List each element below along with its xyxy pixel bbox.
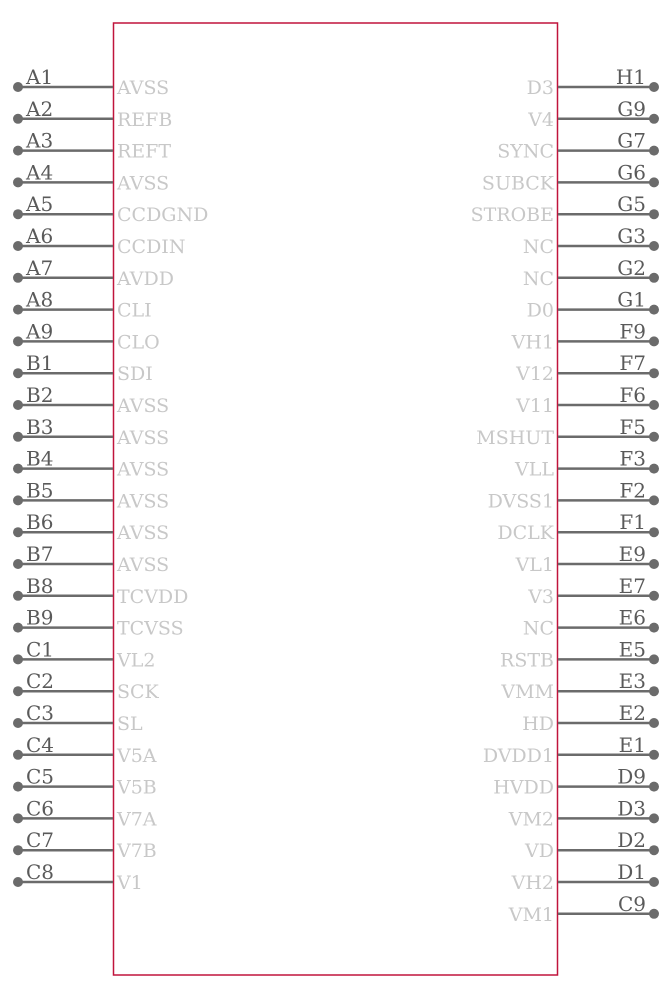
pin-name: MSHUT (476, 426, 554, 449)
pin-c8 (13, 860, 143, 894)
pin-number: E7 (618, 573, 646, 598)
pin-name: TCVSS (117, 617, 184, 640)
pin-d1-right (511, 860, 659, 894)
pin-b8 (13, 574, 188, 608)
pin-number: C7 (26, 828, 55, 853)
pin-endpoint (13, 845, 23, 855)
pin-name: VH2 (511, 872, 554, 894)
pin-name: V12 (516, 363, 554, 386)
pin-g6-right (482, 160, 659, 194)
pin-f5-right (476, 415, 659, 449)
pin-g5-right (471, 192, 659, 226)
pin-number: E9 (618, 542, 646, 566)
pin-endpoint (649, 495, 659, 505)
pin-number: C5 (26, 764, 55, 789)
pin-endpoint (13, 146, 23, 156)
pin-endpoint (13, 686, 23, 696)
pin-number: E2 (618, 701, 646, 725)
pin-endpoint (649, 464, 659, 474)
pin-g3-right (523, 224, 659, 258)
pin-number: C3 (26, 701, 55, 725)
pin-a3 (13, 129, 171, 163)
pin-number: G3 (617, 224, 646, 248)
pin-f3-right (514, 447, 659, 481)
pin-name: CCDGND (117, 204, 209, 227)
pin-number: E3 (618, 669, 646, 694)
pin-endpoint (649, 591, 659, 601)
pin-endpoint (649, 400, 659, 410)
pin-number: G7 (617, 128, 646, 153)
pin-endpoint (13, 718, 23, 728)
pin-name: AVDD (117, 267, 174, 290)
pin-c2 (13, 669, 160, 703)
pin-g9-right (527, 97, 659, 131)
pin-endpoint (13, 273, 23, 283)
pin-e9-right (515, 542, 659, 576)
pin-name: SDI (117, 363, 153, 386)
pin-endpoint (13, 114, 23, 124)
pin-endpoint (649, 305, 659, 315)
pin-b1 (13, 351, 153, 385)
pin-endpoint (13, 305, 23, 315)
pin-name: VL2 (117, 649, 156, 672)
pin-c5 (13, 765, 157, 799)
pin-endpoint (13, 782, 23, 792)
pin-c6 (13, 796, 157, 830)
pin-number: A2 (26, 96, 54, 121)
pin-b2 (13, 383, 169, 417)
pin-endpoint (13, 527, 23, 537)
pin-endpoint (649, 686, 659, 696)
pin-endpoint (649, 527, 659, 537)
pin-b3 (13, 415, 169, 449)
pin-d3-right (508, 796, 659, 830)
pin-endpoint (649, 654, 659, 664)
pin-g2-right (523, 256, 659, 290)
pin-endpoint (13, 177, 23, 187)
pin-number: A4 (26, 160, 54, 185)
pin-number: B3 (26, 414, 54, 439)
pin-name: RSTB (500, 649, 554, 672)
pin-c7 (13, 828, 157, 862)
pin-name: SCK (117, 681, 159, 704)
left-pin-group (13, 65, 208, 894)
pin-number: F7 (619, 351, 646, 376)
pin-c3 (13, 701, 143, 735)
pin-number: F5 (619, 414, 646, 439)
pin-endpoint (649, 177, 659, 187)
pin-name: V1 (117, 872, 143, 894)
pin-b4 (13, 447, 169, 481)
pin-number: A5 (26, 192, 54, 217)
pin-number: A9 (26, 319, 54, 344)
pin-number: C2 (26, 669, 55, 694)
pin-endpoint (649, 368, 659, 378)
pin-endpoint (13, 877, 23, 887)
pin-endpoint (649, 877, 659, 887)
pin-endpoint (13, 400, 23, 410)
pin-name: VL1 (515, 554, 554, 576)
pin-name: AVSS (117, 522, 170, 545)
pin-name: VH1 (511, 331, 554, 354)
right-pin-group (471, 65, 659, 926)
pin-number: B9 (26, 605, 54, 630)
pin-name: VMM (501, 681, 554, 704)
pin-name: AVSS (117, 458, 170, 481)
pin-e1-right (483, 733, 659, 767)
pin-name: AVSS (117, 426, 170, 449)
pin-g7-right (497, 129, 659, 163)
pin-a1 (13, 65, 169, 99)
pin-name: AVSS (117, 77, 170, 99)
pin-endpoint (13, 813, 23, 823)
pin-number: B8 (26, 573, 54, 598)
pin-name: SL (117, 713, 143, 735)
pin-h1-right (527, 65, 659, 99)
pin-endpoint (13, 209, 23, 219)
pin-name: DVSS1 (487, 490, 554, 513)
pin-endpoint (13, 432, 23, 442)
pin-f2-right (488, 478, 659, 512)
pin-f7-right (515, 351, 659, 385)
pin-number: B7 (26, 542, 54, 566)
pin-name: SUBCK (481, 172, 554, 195)
pin-name: V4 (528, 108, 554, 131)
pin-name: V3 (528, 585, 554, 608)
pin-e6-right (523, 606, 659, 640)
pin-b6 (13, 510, 169, 544)
pin-endpoint (649, 559, 659, 569)
pin-endpoint (13, 241, 23, 251)
pin-name: D0 (526, 299, 554, 322)
pin-name: AVSS (117, 172, 170, 195)
pin-name: VM2 (508, 808, 554, 831)
pin-number: C6 (26, 796, 55, 821)
pin-name: NC (522, 236, 554, 258)
pin-endpoint (649, 336, 659, 346)
pin-number: E1 (618, 732, 646, 757)
pin-b5 (13, 478, 169, 512)
pin-number: D2 (617, 828, 646, 853)
pin-number: E5 (618, 637, 646, 662)
pin-name: V5B (117, 776, 157, 799)
pin-name: VLL (515, 458, 554, 481)
pin-number: A1 (26, 65, 54, 89)
pin-endpoint (649, 114, 659, 124)
pin-number: F6 (619, 383, 646, 407)
pin-a4 (13, 160, 169, 194)
pin-name: TCVDD (117, 585, 189, 608)
pin-name: DVDD1 (482, 744, 554, 767)
pin-f6-right (515, 383, 659, 417)
pin-name: DCLK (497, 522, 554, 545)
pin-f9-right (511, 319, 659, 353)
pin-name: STROBE (470, 204, 554, 227)
pin-number: D9 (617, 764, 646, 789)
pin-endpoint (13, 750, 23, 760)
pin-endpoint (13, 654, 23, 664)
pin-number: B1 (26, 351, 54, 376)
pin-e3-right (500, 669, 659, 703)
pin-endpoint (649, 273, 659, 283)
pin-a8 (13, 288, 152, 322)
pin-name: V7A (117, 808, 157, 831)
pin-name: SYNC (497, 140, 554, 163)
pin-endpoint (13, 559, 23, 569)
pin-number: F2 (619, 478, 646, 503)
pin-name: REFT (117, 140, 172, 163)
pin-name: VM1 (508, 903, 554, 926)
pin-endpoint (649, 782, 659, 792)
pin-number: A3 (26, 128, 54, 153)
pin-number: F9 (619, 319, 646, 344)
pin-c4 (13, 733, 157, 767)
pin-e2-right (522, 701, 659, 735)
pin-endpoint (13, 336, 23, 346)
pin-number: B5 (26, 478, 54, 503)
pin-name: V5A (117, 744, 157, 767)
pin-number: B6 (26, 510, 54, 535)
pin-a5 (13, 192, 208, 226)
pin-endpoint (649, 209, 659, 219)
pin-endpoint (13, 591, 23, 601)
pin-a7 (13, 256, 174, 290)
pin-endpoint (649, 845, 659, 855)
pin-number: G6 (617, 160, 646, 185)
pin-number: C1 (26, 637, 55, 662)
pin-name: AVSS (117, 490, 170, 513)
pin-name: HVDD (493, 776, 554, 799)
pin-number: H1 (615, 65, 646, 89)
pin-number: G9 (617, 96, 646, 121)
pin-number: E6 (618, 605, 646, 630)
pin-name: REFB (117, 108, 173, 131)
pin-number: D3 (617, 796, 646, 821)
pin-endpoint (649, 750, 659, 760)
pin-a2 (13, 97, 172, 131)
pin-number: F3 (619, 446, 646, 471)
pin-b9 (13, 606, 184, 640)
pin-number: F1 (619, 510, 646, 535)
pin-name: CLO (117, 331, 160, 354)
pin-number: G2 (617, 255, 646, 280)
pin-endpoint (13, 368, 23, 378)
pin-endpoint (649, 623, 659, 633)
pin-name: CCDIN (117, 236, 186, 258)
pin-number: A6 (26, 224, 54, 248)
pin-number: D1 (617, 860, 646, 884)
pin-endpoint (649, 813, 659, 823)
pin-endpoint (13, 495, 23, 505)
pin-e7-right (527, 574, 659, 608)
pin-c1 (13, 637, 155, 671)
pin-d9-right (493, 765, 659, 799)
pin-number: A7 (26, 255, 54, 280)
pin-endpoint (649, 432, 659, 442)
pin-c9-right (508, 892, 659, 926)
pin-f1-right (497, 510, 659, 544)
pin-name: V7B (117, 840, 157, 863)
pin-g1-right (527, 288, 659, 322)
pin-number: C4 (26, 732, 55, 757)
pin-endpoint (649, 82, 659, 92)
pin-number: B2 (26, 383, 54, 407)
pin-endpoint (13, 82, 23, 92)
pin-a6 (13, 224, 185, 258)
pin-endpoint (13, 623, 23, 633)
pin-endpoint (13, 464, 23, 474)
pin-number: A8 (26, 287, 54, 312)
pin-number: C9 (617, 891, 646, 916)
pin-endpoint (649, 146, 659, 156)
pin-name: D3 (526, 77, 554, 99)
pin-e5-right (500, 637, 659, 671)
pin-number: C8 (26, 860, 55, 884)
pin-name: NC (522, 267, 554, 290)
pin-b7 (13, 542, 169, 576)
pin-a9 (13, 319, 160, 353)
pin-name: NC (522, 617, 554, 640)
pin-endpoint (649, 909, 659, 919)
pin-number: B4 (26, 446, 54, 471)
pin-endpoint (649, 241, 659, 251)
pin-name: AVSS (117, 554, 170, 576)
pin-name: VD (525, 840, 554, 863)
pin-endpoint (649, 718, 659, 728)
pin-name: HD (522, 713, 554, 735)
pin-name: AVSS (117, 395, 170, 417)
pin-name: V11 (516, 395, 554, 417)
pin-d2-right (524, 828, 659, 862)
pin-number: G1 (617, 287, 646, 312)
pin-number: G5 (617, 192, 646, 217)
pin-name: CLI (117, 299, 152, 322)
